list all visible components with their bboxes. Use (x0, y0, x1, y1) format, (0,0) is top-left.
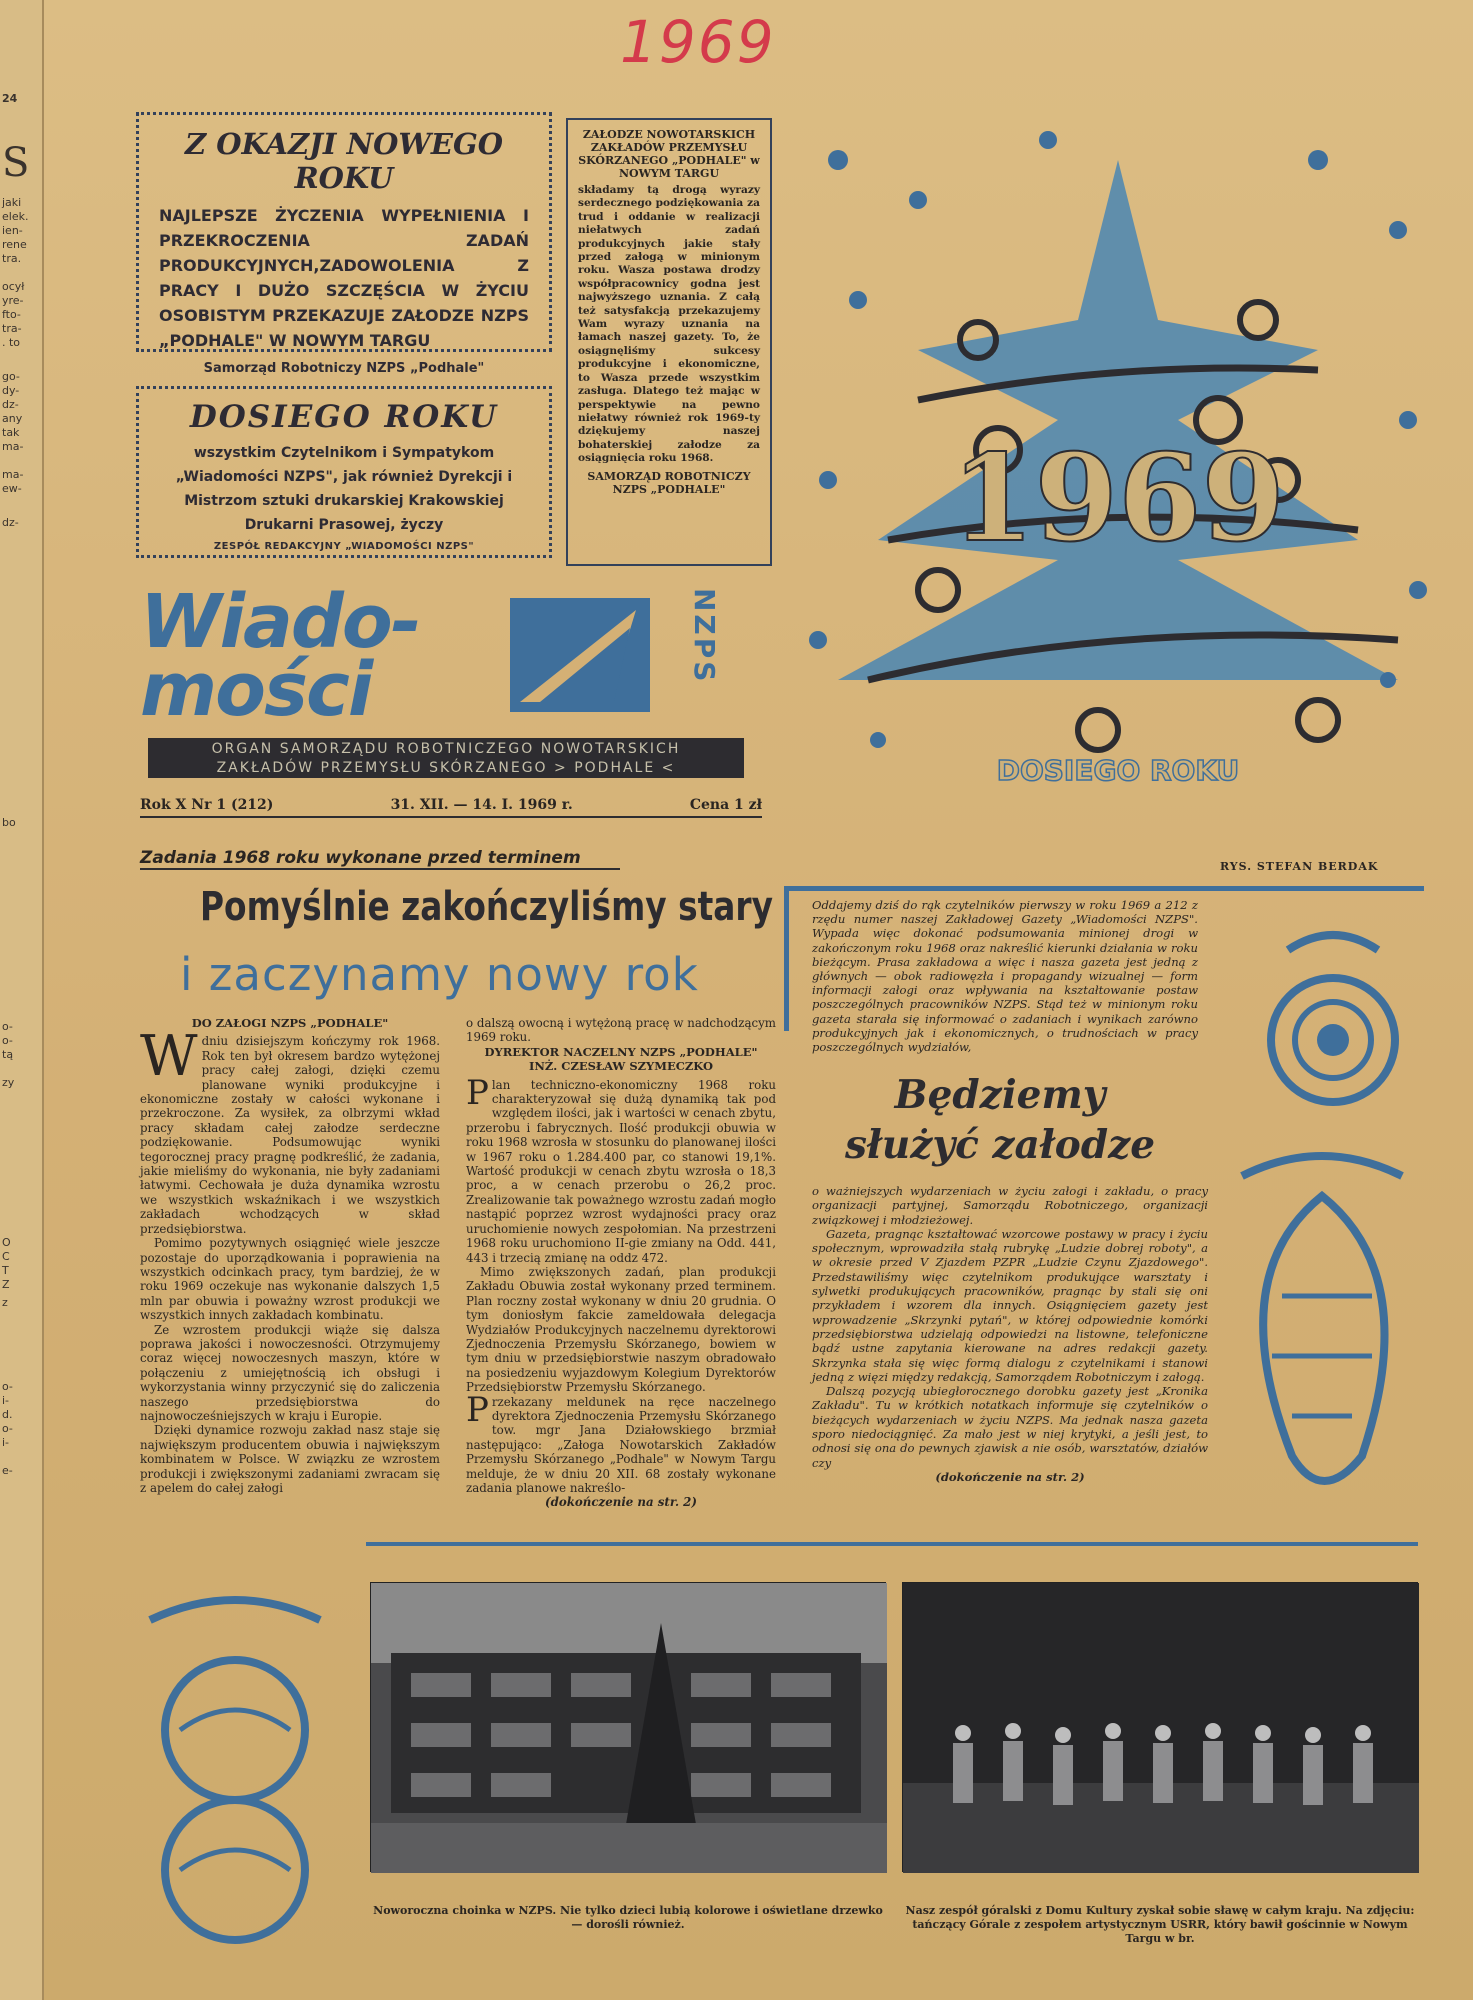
bauble-ornament-icon (1248, 920, 1418, 1120)
box-title: DOSIEGO ROKU (189, 399, 499, 435)
drop-cap: P (466, 1389, 489, 1430)
box-signature: Samorząd Robotniczy NZPS „Podhale" (203, 361, 485, 376)
article-headline-1: Pomyślnie zakończyliśmy stary (200, 884, 774, 930)
masthead-title-line1: Wiado- (140, 579, 420, 665)
handwritten-year: 1969 (620, 8, 776, 76)
article-kicker: Zadania 1968 roku wykonane przed terminem (140, 848, 620, 870)
article-column-2 (466, 1016, 776, 1508)
adjacent-page-strip: 24 S jaki elek. ien- rene tra. ocył yre- fto- tra- . to go- dy- dz- any tak ma- ma- ew- dz- bo o- o- tą zy O C T Z z o- i- d. o- i- e- (0, 0, 44, 2000)
box-text: NAJLEPSZE ŻYCZENIA WYPEŁNIENIA I PRZEKROCZENIA ZADAŃ PRODUKCYJNYCH,ZADOWOLENIA Z PRACY I DUŻO SZCZĘŚCIA W ŻYCIU OSOBISTYM PRZEKAZUJE ZAŁODZE NZPS „PODHALE" W NOWYM TARGU (159, 206, 529, 350)
dosiego-roku-box (136, 386, 552, 558)
paragraph: rzekazany meldunek na ręce naczelnego dyrektora Zjednoczenia Przemysłu Skórzanego tow. mgr Jana Działowskiego brzmiał następująco: „Załoga Nowotarskich Zakładów Przemysłu Skórzanego „Podhale" w Nowym Targu melduje, że w dniu 20 XII. 68 zostały wykonane zadania planowe nakreślo- (466, 1394, 776, 1495)
box-text: składamy tą drogą wyrazy serdecznego podziękowania za trud i oddanie w realizacji niełatwych zadań produkcyjnych jakie stały przed załogą w minionym roku. Wasza postawa drodzy współpracownicy godna jest najwyższego uznania. Z całą też satysfakcją przekazujemy Wam wyrazy uznania na łamach naszej gazety. To, że osiągnęliśmy sukcesy produkcyjne i ekonomiczne, to Wasza przede wszystkim zasługa. Dlatego też mając w perspektywie na pewno niełatwy również rok 1969-ty dziękujemy naszej bohaterskiej załodze za osiągnięcia roku 1968. (578, 184, 760, 465)
box-heading: ZAŁODZE NOWOTARSKICH ZAKŁADÓW PRZEMYSŁU SKÓRZANEGO „PODHALE" w NOWYM TARGU (578, 128, 760, 180)
paragraph: dniu dzisiejszym kończymy rok 1968. Rok ten był okresem bardzo wytężonej pracy całej załogi, dzięki czemu planowane wyniki produkcyjne i ekonomiczne zostały w całości wykonane i przekroczone. Za wysiłek, za olbrzymi wkład pracy składam całej załodze serdeczne podziękowanie. Podsumowując wyniki tegorocznej pracy pragnę podkreślić, że zadania, jakie mieliśmy do wykonania, nie były zadaniami łatwymi. Cechowała je duża dynamika wzrostu we wszystkich wskaźnikach i we wszystkich zakładach wchodzących w skład przedsiębiorstwa. (140, 1034, 440, 1236)
box-signature: SAMORZĄD ROBOTNICZY NZPS „PODHALE" (587, 469, 751, 496)
signature-title: DYREKTOR NACZELNY NZPS „PODHALE" (484, 1044, 758, 1059)
frame-bar (784, 891, 789, 1031)
double-bauble-ornament-icon (130, 1580, 340, 1960)
photo-caption-1: Noworoczna choinka w NZPS. Nie tylko dzieci lubią kolorowe i oświetlane drzewko — dorośli również. (373, 1904, 883, 1931)
photo-building-tree (370, 1582, 886, 1872)
signature-name: INŻ. CZESŁAW SZYMECZKO (529, 1059, 713, 1074)
masthead-title-line2: mości (140, 647, 372, 733)
masthead-title (140, 579, 420, 733)
photo-caption-2: Nasz zespół góralski z Domu Kultury zyskał sobie sławę w całym kraju. Na zdjęciu: tańczący Górale z zespołem artystycznym USRR, który bawił gościnnie w Nowym Targu w br. (905, 1904, 1415, 1945)
illustration-year: 1969 (951, 428, 1285, 569)
box-text: wszystkim Czytelnikom i Sympatykom „Wiadomości NZPS", jak również Dyrekcji i Mistrzom sztuki drukarskiej Krakowskiej Drukarni Prasowej, życzy (175, 445, 513, 533)
masthead-logo-icon (510, 598, 650, 712)
issue-date: 31. XII. — 14. I. 1969 r. (390, 797, 573, 813)
christmas-tree-illustration (798, 120, 1438, 820)
article-2-body (812, 1184, 1208, 1504)
paragraph: Pomimo pozytywnych osiągnięć wiele jeszcze pozostaje do uporządkowania i poprawienia na wszystkich odcinkach pracy, tym bardziej, że w roku 1969 oczekuje nas wykonanie dalszych 1,5 mln par obuwia i poważny wzrost produkcji we wszystkich innych zakładach kombinatu. (140, 1236, 440, 1323)
cone-ornament-icon (1222, 1136, 1422, 1516)
paragraph: Ze wzrostem produkcji wiąże się dalsza poprawa jakości i nowoczesności. Otrzymujemy coraz więcej nowoczesnych maszyn, które w połączeniu z umiejętnością ich obsługi i wykorzystania winny przyczynić się do zaliczenia naszego przedsiębiorstwa do najnowocześniejszych w kraju i Europie. (140, 1322, 440, 1423)
article-2-headline-2: służyć załodze (844, 1122, 1156, 1168)
issue-line (140, 797, 762, 818)
masthead (140, 579, 752, 790)
article-headline-2: i zaczynamy nowy rok (180, 948, 699, 1001)
article-2-headline-1: Będziemy (894, 1072, 1106, 1118)
photo-highlanders-dance (902, 1582, 1418, 1872)
drop-cap: P (466, 1072, 489, 1113)
paragraph: Dalszą pozycją ubiegłorocznego dorobku gazety jest „Kronika Zakładu". Tu w krótkich notatkach informuje się czytelników o bieżących wydarzeniach w życiu NZPS. Ma jednak nasza gazeta sporo niedociągnięć. Za mało jest w niej krytyki, a jeśli jest, to odnosi się ona do pewnych zjawisk a nie osób, warsztatów, działów czy (812, 1384, 1208, 1470)
paragraph: Gazeta, pragnąc kształtować wzorcowe postawy w pracy i życiu społecznym, wprowadziła stałą rubrykę „Ludzie dobrej roboty", a w okresie przed V Zjazdem PZPR „Ludzie Czynu Zjazdowego". Przedstawiliśmy więc czytelnikom produkujące warsztaty i sylwetki produkujących pracowników, pragnąc by stali się oni przykładem i wzorem dla innych. Osiągnięciem gazety jest wprowadzenie „Skrzynki pytań", w której odpowiednie komórki przedsiębiorstwa udzielają odpowiedzi na listowne, telefoniczne bądź ustne zapytania kierowane na adres redakcji gazety. Skrzynka stała się więc formą dialogu z czytelnikami i stanowi jedną z więzi między redakcją, Samorządem Robotniczym i załogą. (812, 1226, 1208, 1384)
box-signature: ZESPÓŁ REDAKCYJNY „WIADOMOŚCI NZPS" (213, 541, 475, 552)
continued-note: (dokończenie na str. 2) (545, 1495, 697, 1510)
paragraph: o dalszą owocną i wytężoną pracę w nadchodzącym 1969 roku. (466, 1016, 776, 1045)
new-year-wishes-box (136, 112, 552, 376)
paragraph: Mimo zwiększonych zadań, plan produkcji Zakładu Obuwia został wykonany przed terminem. Plan roczny został wykonany w dniu 20 grudnia. O tym doniosłym fakcie zameldowała delegacja Wydziałów Produkcyjnych naczelnemu dyrektorowi Zjednoczenia Przemysłu Skórzanego, bowiem w tym dniu w przedsiębiorstwie naszym obradowało na posiedzeniu wyjazdowym Kolegium Dyrektorów Przedsiębiorstw Przemysłu Skórzanego. (466, 1264, 776, 1395)
paragraph: o ważniejszych wydarzeniach w życiu załogi i zakładu, o pracy organizacji partyjnej, Samorządu Robotniczego, organizacji związkowej i młodzieżowej. (812, 1184, 1208, 1227)
continued-note: (dokończenie na str. 2) (935, 1469, 1085, 1484)
article-2-headline (830, 1070, 1170, 1170)
box-title: Z OKAZJI NOWEGO ROKU (184, 127, 504, 195)
issue-price: Cena 1 zł (689, 797, 762, 813)
masthead-band-line2: ZAKŁADÓW PRZEMYSŁU SKÓRZANEGO > PODHALE < (216, 760, 676, 776)
illustration-credit: RYS. STEFAN BERDAK (1220, 860, 1379, 873)
masthead-nzps: NZPS (688, 588, 721, 685)
paragraph: Dzięki dynamice rozwoju zakład nasz staje się największym producentem obuwia i największym kombinatem w Polsce. W związku ze wzrostem produkcji i zwiększonymi zadaniami zwracam się z apelem do całej załogi (140, 1423, 440, 1495)
drop-cap: W (140, 1024, 198, 1090)
illustration-banner: DOSIEGO ROKU (996, 754, 1240, 787)
thanks-to-staff-box (566, 118, 772, 566)
masthead-band-line1: ORGAN SAMORZĄDU ROBOTNICZEGO NOWOTARSKICH (211, 741, 681, 757)
issue-number: Rok X Nr 1 (212) (140, 797, 274, 813)
article-2-intro: Oddajemy dziś do rąk czytelników pierwszy w roku 1969 a 212 z rzędu numer naszej Zakładowej Gazety „Wiadomości NZPS". Wypada więc dokonać podsumowania minionej drogi w zakończonym roku 1968 oraz nakreślić kierunki działania w roku bieżącym. Prasa zakładowa a więc i nasza gazeta jest jedną z głównych — obok radiowęzła i propagandy wizualnej — form informacji załogi oraz wpływania na kształtowanie postaw poszczególnych pracowników NZPS. Stąd też w minionym roku gazeta starała się informować o zadaniach i wynikach zarówno produkcyjnych jak i ekonomicznych, o trudnościach w pracy poszczególnych wydziałów, (812, 898, 1198, 1055)
article-subhead: DO ZAŁOGI NZPS „PODHALE" (191, 1016, 389, 1030)
article-column-1 (140, 1016, 440, 1508)
paragraph: lan techniczno-ekonomiczny 1968 roku charakteryzował się dużą dynamiką tak pod względem ilości, jak i wartości w cenach zbytu, przerobu i fabrycznych. Ilość produkcji obuwia w roku 1968 wzrosła w stosunku do planowanej ilości w 1967 roku o 1.284.400 par, co stanowi 19,1%. Wartość produkcji w cenach zbytu wzrosła o 18,3 proc, a w cenach przerobu o 26,2 proc. Zrealizowanie tak poważnego wzrostu zadań mogło nastąpić poprzez wzrost wydajności pracy oraz uruchomienie nowych zespołomian. Na przestrzeni 1968 roku uruchomiono II-gie zmiany na Odd. 441, 443 i trzecią zmianę na oddz 472. (466, 1077, 776, 1265)
section-rule (366, 1542, 1418, 1546)
masthead-band (148, 738, 744, 778)
